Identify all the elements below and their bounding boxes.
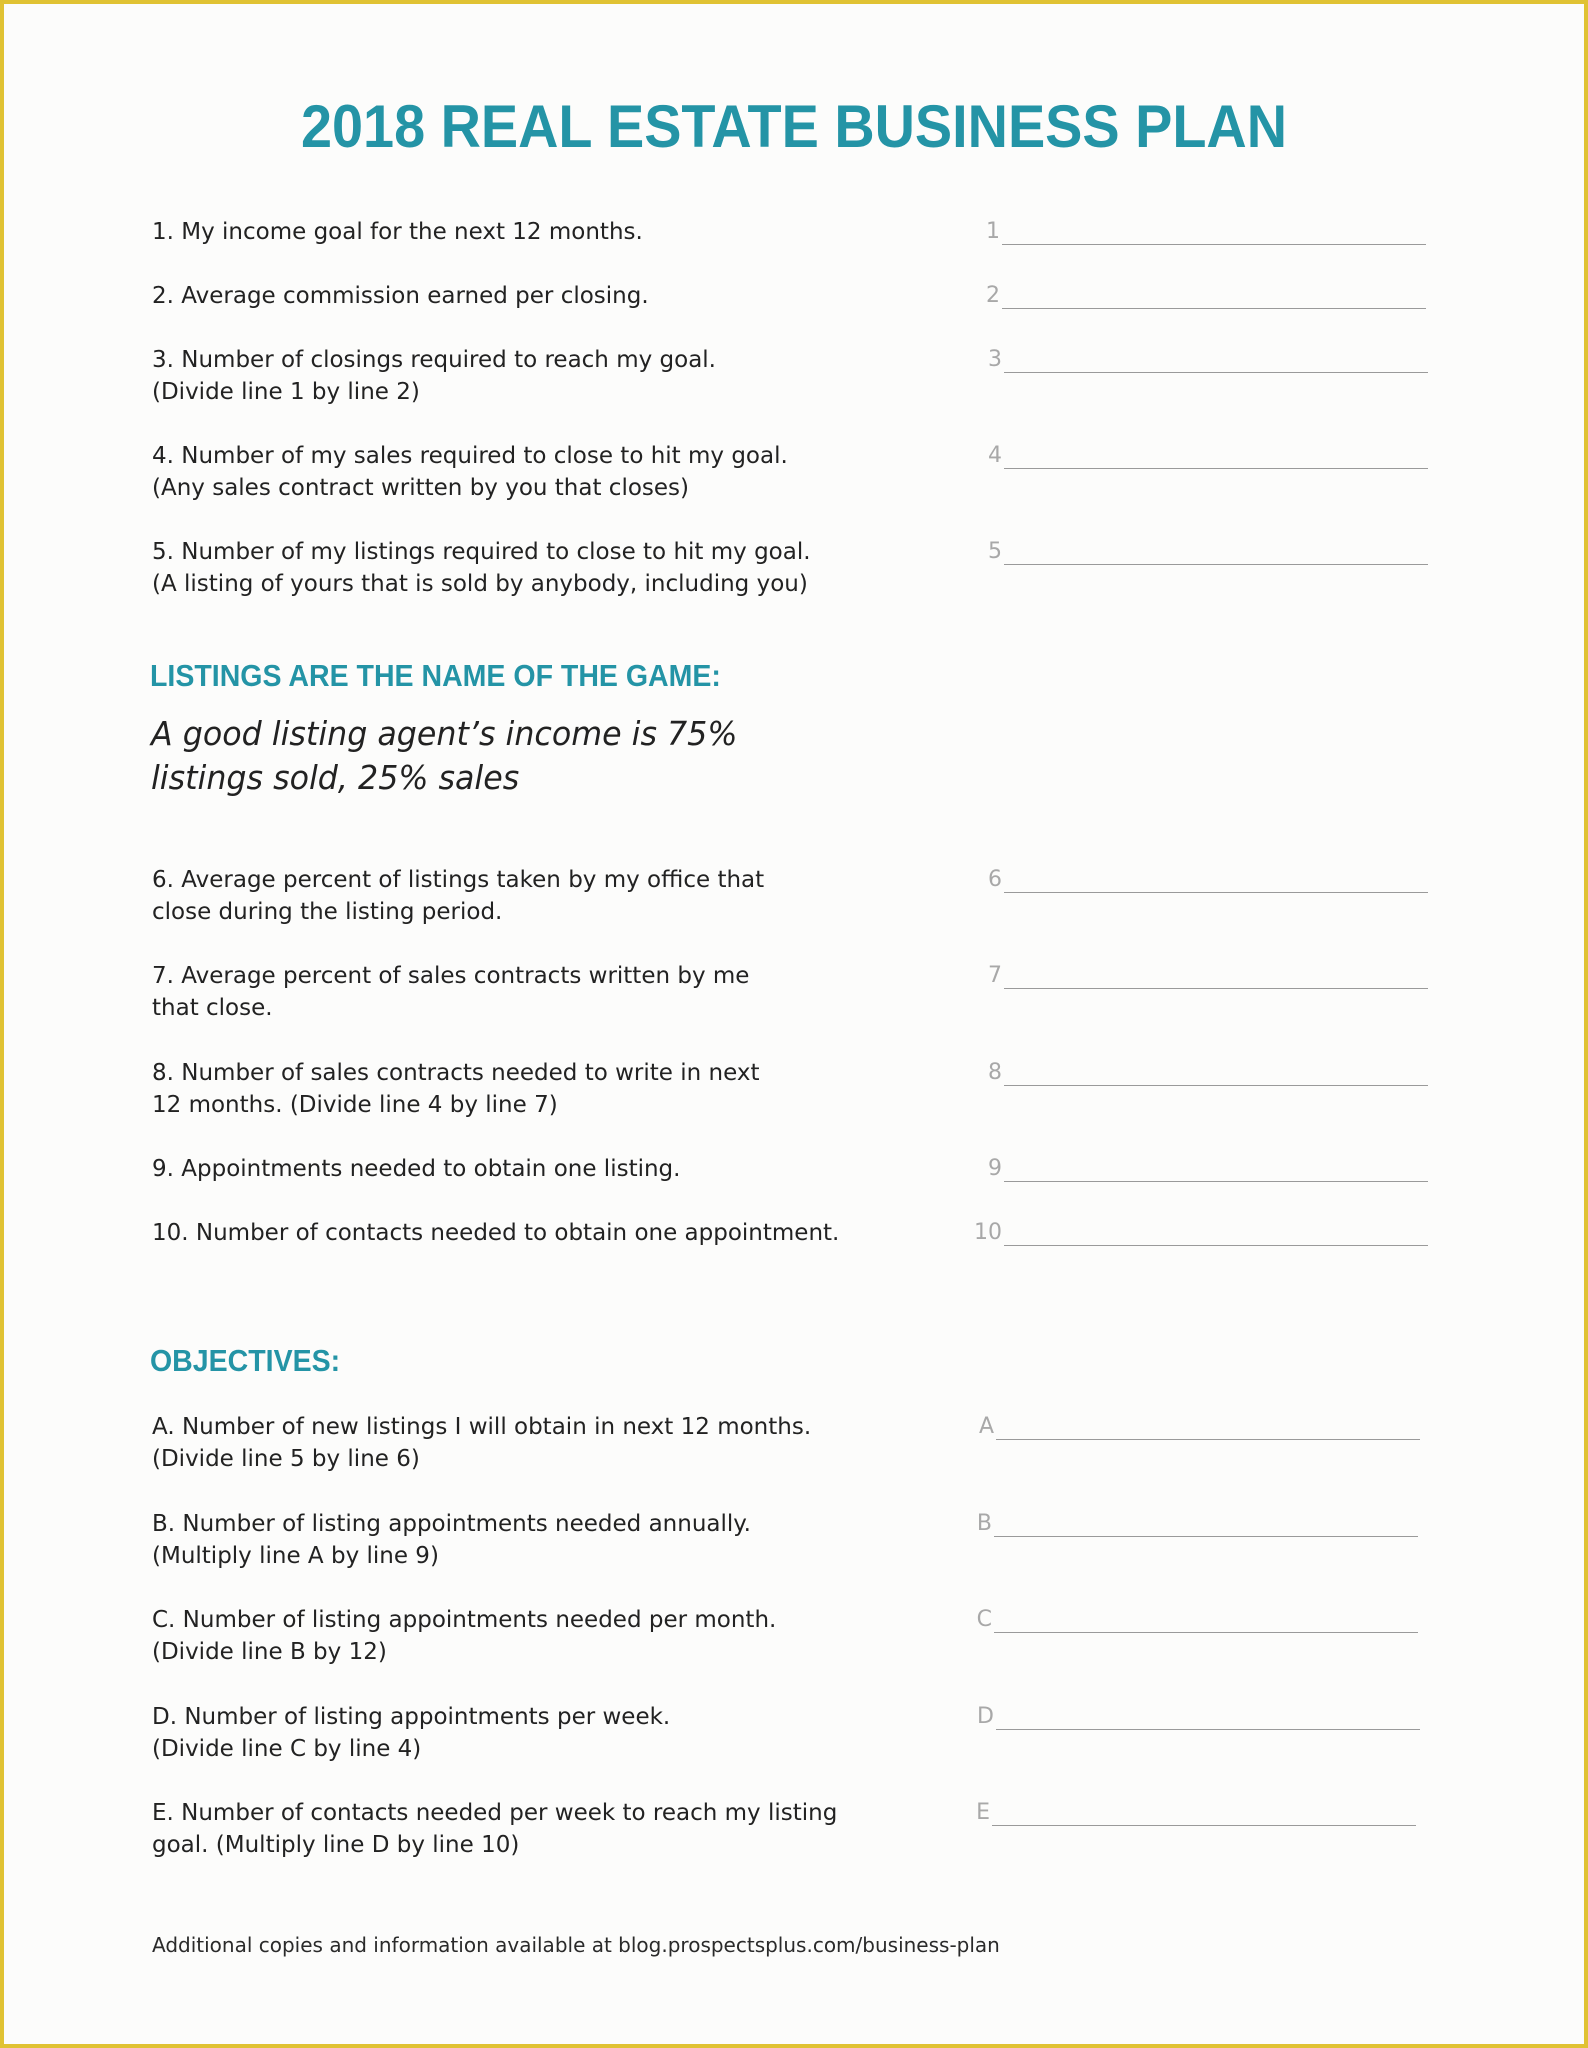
question-6-line-1: 6. Average percent of listings taken by my office that: [152, 867, 765, 893]
question-7: [152, 960, 912, 1024]
answer-label-4: 4: [988, 443, 1002, 468]
answer-label-e: E: [976, 1800, 990, 1825]
answer-line-d[interactable]: [996, 1729, 1420, 1730]
answer-line-b[interactable]: [994, 1536, 1418, 1537]
answer-label-10: 10: [974, 1220, 1002, 1245]
question-5: [152, 536, 912, 600]
question-6-line-2: close during the listing period.: [152, 899, 503, 925]
answer-label-5: 5: [988, 539, 1002, 564]
question-7-line-1: 7. Average percent of sales contracts written by me: [152, 963, 750, 989]
question-10: [152, 1217, 912, 1249]
answer-label-c: C: [976, 1607, 992, 1632]
tagline-line-2: listings sold, 25% sales: [151, 758, 520, 797]
question-5-line-2: (A listing of yours that is sold by anybody, including you): [152, 571, 808, 597]
objective-b-line-1: B. Number of listing appointments needed annually.: [152, 1511, 751, 1537]
objective-c-line-1: C. Number of listing appointments needed per month.: [152, 1607, 777, 1633]
answer-line-9[interactable]: [1004, 1181, 1428, 1182]
objective-e: [152, 1797, 912, 1861]
answer-line-1[interactable]: [1002, 244, 1426, 245]
answer-field-7[interactable]: [968, 960, 1428, 992]
answer-field-5[interactable]: [968, 536, 1428, 568]
question-9: [152, 1153, 912, 1185]
answer-field-8[interactable]: [968, 1057, 1428, 1089]
question-9-line-1: 9. Appointments needed to obtain one listing.: [152, 1156, 681, 1182]
answer-field-2[interactable]: [966, 280, 1426, 312]
question-1: [152, 216, 912, 248]
answer-label-6: 6: [988, 867, 1002, 892]
objective-c: [152, 1604, 912, 1668]
answer-field-10[interactable]: [968, 1217, 1428, 1249]
question-4-line-2: (Any sales contract written by you that closes): [152, 475, 689, 501]
answer-label-d: D: [977, 1704, 994, 1729]
objective-d: [152, 1701, 912, 1765]
footer-note: Additional copies and information available at blog.prospectsplus.com/business-plan: [152, 1933, 1000, 1957]
listings-tagline: [151, 712, 823, 800]
question-2-line-1: 2. Average commission earned per closing.: [152, 283, 649, 309]
objective-c-line-2: (Divide line B by 12): [152, 1639, 387, 1665]
answer-field-6[interactable]: [968, 864, 1428, 896]
answer-field-1[interactable]: [966, 216, 1426, 248]
answer-field-c[interactable]: [958, 1604, 1418, 1636]
answer-label-3: 3: [988, 347, 1002, 372]
answer-field-b[interactable]: [958, 1508, 1418, 1540]
answer-line-8[interactable]: [1004, 1085, 1428, 1086]
page-title: 2018 REAL ESTATE BUSINESS PLAN: [300, 93, 1288, 160]
question-8: [152, 1057, 912, 1121]
answer-line-a[interactable]: [996, 1439, 1420, 1440]
question-3-line-1: 3. Number of closings required to reach my goal.: [152, 347, 716, 373]
answer-line-5[interactable]: [1004, 564, 1428, 565]
question-5-line-1: 5. Number of my listings required to close to hit my goal.: [152, 539, 811, 565]
answer-label-8: 8: [988, 1060, 1002, 1085]
answer-label-7: 7: [988, 963, 1002, 988]
answer-line-7[interactable]: [1004, 988, 1428, 989]
answer-line-3[interactable]: [1004, 372, 1428, 373]
question-10-line-1: 10. Number of contacts needed to obtain one appointment.: [152, 1220, 840, 1246]
question-4-line-1: 4. Number of my sales required to close to hit my goal.: [152, 443, 788, 469]
answer-label-a: A: [978, 1414, 994, 1439]
answer-line-6[interactable]: [1004, 892, 1428, 893]
question-2: [152, 280, 912, 312]
question-8-line-2: 12 months. (Divide line 4 by line 7): [152, 1092, 558, 1118]
answer-label-2: 2: [986, 283, 1000, 308]
objective-b: [152, 1508, 912, 1572]
question-6: [152, 864, 912, 928]
answer-line-c[interactable]: [994, 1632, 1418, 1633]
question-3: [152, 344, 912, 408]
question-7-line-2: that close.: [152, 995, 273, 1021]
objectives-section-heading: OBJECTIVES:: [150, 1343, 341, 1378]
tagline-line-1: A good listing agent’s income is 75%: [151, 714, 738, 753]
objective-e-line-2: goal. (Multiply line D by line 10): [152, 1832, 520, 1858]
objective-a: [152, 1411, 912, 1475]
answer-line-2[interactable]: [1002, 308, 1426, 309]
objective-e-line-1: E. Number of contacts needed per week to reach my listing: [152, 1800, 838, 1826]
answer-label-1: 1: [986, 219, 1000, 244]
objective-d-line-2: (Divide line C by line 4): [152, 1736, 422, 1762]
answer-label-9: 9: [988, 1156, 1002, 1181]
answer-field-a[interactable]: [960, 1411, 1420, 1443]
objective-a-line-1: A. Number of new listings I will obtain in next 12 months.: [152, 1414, 812, 1440]
objective-d-line-1: D. Number of listing appointments per week.: [152, 1704, 671, 1730]
answer-line-e[interactable]: [992, 1825, 1416, 1826]
answer-label-b: B: [976, 1511, 992, 1536]
answer-field-e[interactable]: [956, 1797, 1416, 1829]
objective-b-line-2: (Multiply line A by line 9): [152, 1543, 439, 1569]
question-8-line-1: 8. Number of sales contracts needed to write in next: [152, 1060, 760, 1086]
listings-section-heading: LISTINGS ARE THE NAME OF THE GAME:: [150, 658, 721, 693]
answer-field-9[interactable]: [968, 1153, 1428, 1185]
answer-field-3[interactable]: [968, 344, 1428, 376]
question-1-line-1: 1. My income goal for the next 12 months.: [152, 219, 643, 245]
question-3-line-2: (Divide line 1 by line 2): [152, 379, 420, 405]
answer-field-d[interactable]: [960, 1701, 1420, 1733]
answer-line-4[interactable]: [1004, 468, 1428, 469]
answer-line-10[interactable]: [1004, 1245, 1428, 1246]
answer-field-4[interactable]: [968, 440, 1428, 472]
objective-a-line-2: (Divide line 5 by line 6): [152, 1446, 420, 1472]
question-4: [152, 440, 912, 504]
